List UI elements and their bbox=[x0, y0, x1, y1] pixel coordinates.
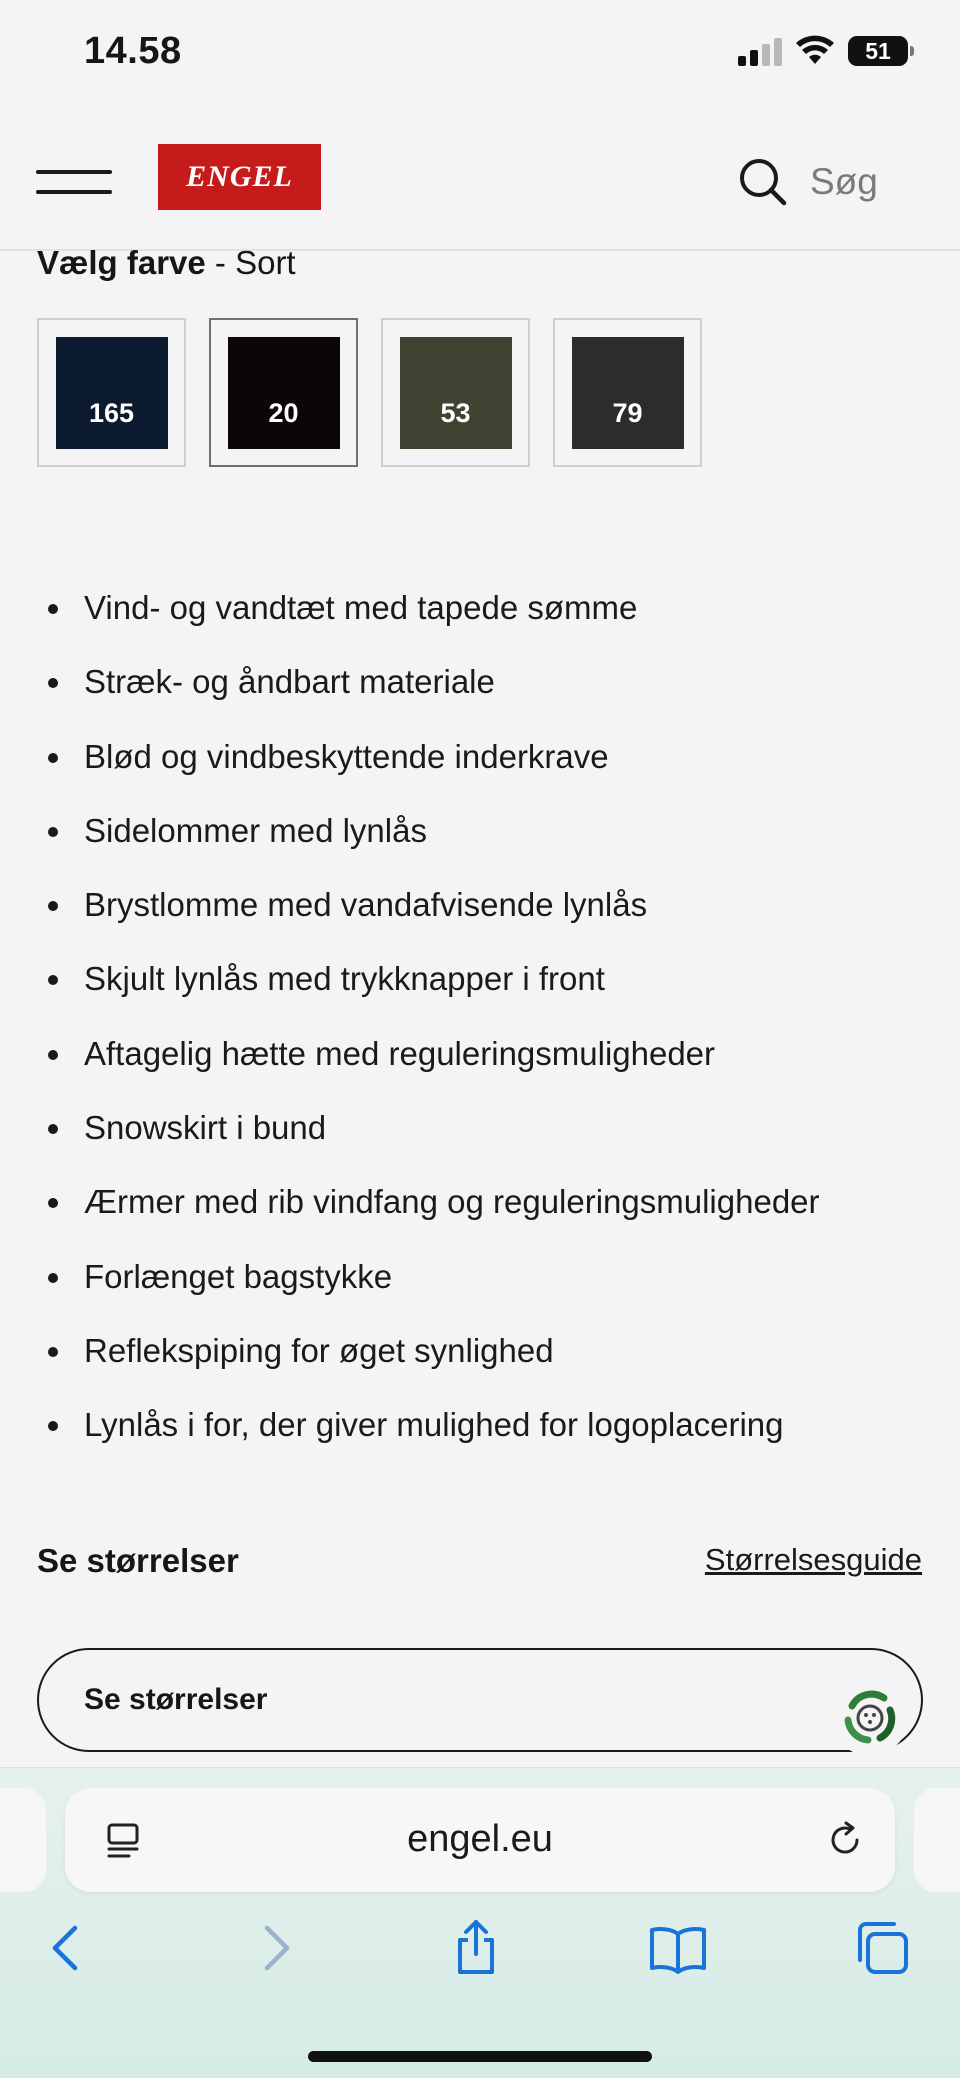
browser-toolbar bbox=[0, 1918, 960, 1998]
recycle-badge-icon[interactable] bbox=[832, 1680, 908, 1756]
feature-list bbox=[48, 578, 948, 1470]
feature-item: Lynlås i for, der giver mulighed for logoplacering bbox=[48, 1395, 948, 1469]
logo-text: ENGEL bbox=[186, 160, 293, 193]
search-label: Søg bbox=[810, 161, 878, 202]
color-picker-title bbox=[37, 244, 296, 282]
swatch-color-box bbox=[400, 337, 512, 449]
status-time: 14.58 bbox=[84, 30, 182, 72]
feature-item: Aftagelig hætte med reguleringsmuligheder bbox=[48, 1024, 948, 1098]
selected-color-name: Sort bbox=[235, 244, 296, 281]
feature-item: Snowskirt i bund bbox=[48, 1098, 948, 1172]
status-bar bbox=[0, 0, 960, 110]
feature-item: Blød og vindbeskyttende inderkrave bbox=[48, 727, 948, 801]
feature-item: Reflekspiping for øget synlighed bbox=[48, 1321, 948, 1395]
back-icon[interactable] bbox=[37, 1918, 97, 1978]
color-swatches bbox=[37, 318, 702, 467]
color-separator: - bbox=[205, 244, 236, 281]
swatch-color-box bbox=[572, 337, 684, 449]
feature-item: Brystlomme med vandafvisende lynlås bbox=[48, 875, 948, 949]
search-button[interactable] bbox=[738, 152, 878, 212]
battery-level: 51 bbox=[865, 37, 891, 64]
color-swatch-20[interactable] bbox=[209, 318, 358, 467]
search-icon bbox=[738, 157, 788, 207]
color-swatch-53[interactable] bbox=[381, 318, 530, 467]
reload-icon[interactable] bbox=[825, 1820, 865, 1860]
color-swatch-165[interactable] bbox=[37, 318, 186, 467]
swatch-code: 20 bbox=[268, 397, 299, 428]
browser-bottom-bar bbox=[0, 1767, 960, 2078]
swatch-code: 53 bbox=[440, 397, 471, 428]
color-swatch-79[interactable] bbox=[553, 318, 702, 467]
next-tab-peek[interactable] bbox=[914, 1788, 960, 1892]
feature-item: Vind- og vandtæt med tapede sømme bbox=[48, 578, 948, 652]
feature-item: Forlænget bagstykke bbox=[48, 1247, 948, 1321]
wifi-icon bbox=[795, 34, 835, 66]
cellular-signal-icon bbox=[738, 38, 784, 66]
swatch-color-box bbox=[228, 337, 340, 449]
site-header bbox=[0, 110, 960, 251]
color-picker-label: Vælg farve bbox=[37, 244, 206, 281]
url-text: engel.eu bbox=[407, 1818, 553, 1860]
tabs-icon[interactable] bbox=[852, 1918, 912, 1978]
home-indicator bbox=[308, 2051, 652, 2062]
size-select-button[interactable] bbox=[37, 1648, 923, 1752]
share-icon[interactable] bbox=[446, 1918, 506, 1978]
hamburger-menu-button[interactable] bbox=[36, 160, 112, 204]
bookmarks-icon[interactable] bbox=[648, 1918, 708, 1978]
swatch-code: 79 bbox=[612, 397, 643, 428]
swatch-color-box bbox=[56, 337, 168, 449]
feature-item: Ærmer med rib vindfang og reguleringsmuligheder bbox=[48, 1172, 948, 1246]
address-bar[interactable] bbox=[65, 1788, 895, 1892]
feature-item: Skjult lynlås med trykknapper i front bbox=[48, 949, 948, 1023]
previous-tab-peek[interactable] bbox=[0, 1788, 46, 1892]
feature-item: Sidelommer med lynlås bbox=[48, 801, 948, 875]
engel-logo[interactable] bbox=[158, 144, 321, 210]
sizes-heading: Se størrelser bbox=[37, 1542, 239, 1579]
size-guide-link[interactable]: Størrelsesguide bbox=[704, 1542, 922, 1577]
forward-icon[interactable] bbox=[245, 1918, 305, 1978]
size-select-label: Se størrelser bbox=[84, 1683, 268, 1716]
feature-item: Stræk- og åndbart materiale bbox=[48, 652, 948, 726]
swatch-code: 165 bbox=[88, 397, 135, 428]
battery-icon bbox=[848, 36, 908, 66]
